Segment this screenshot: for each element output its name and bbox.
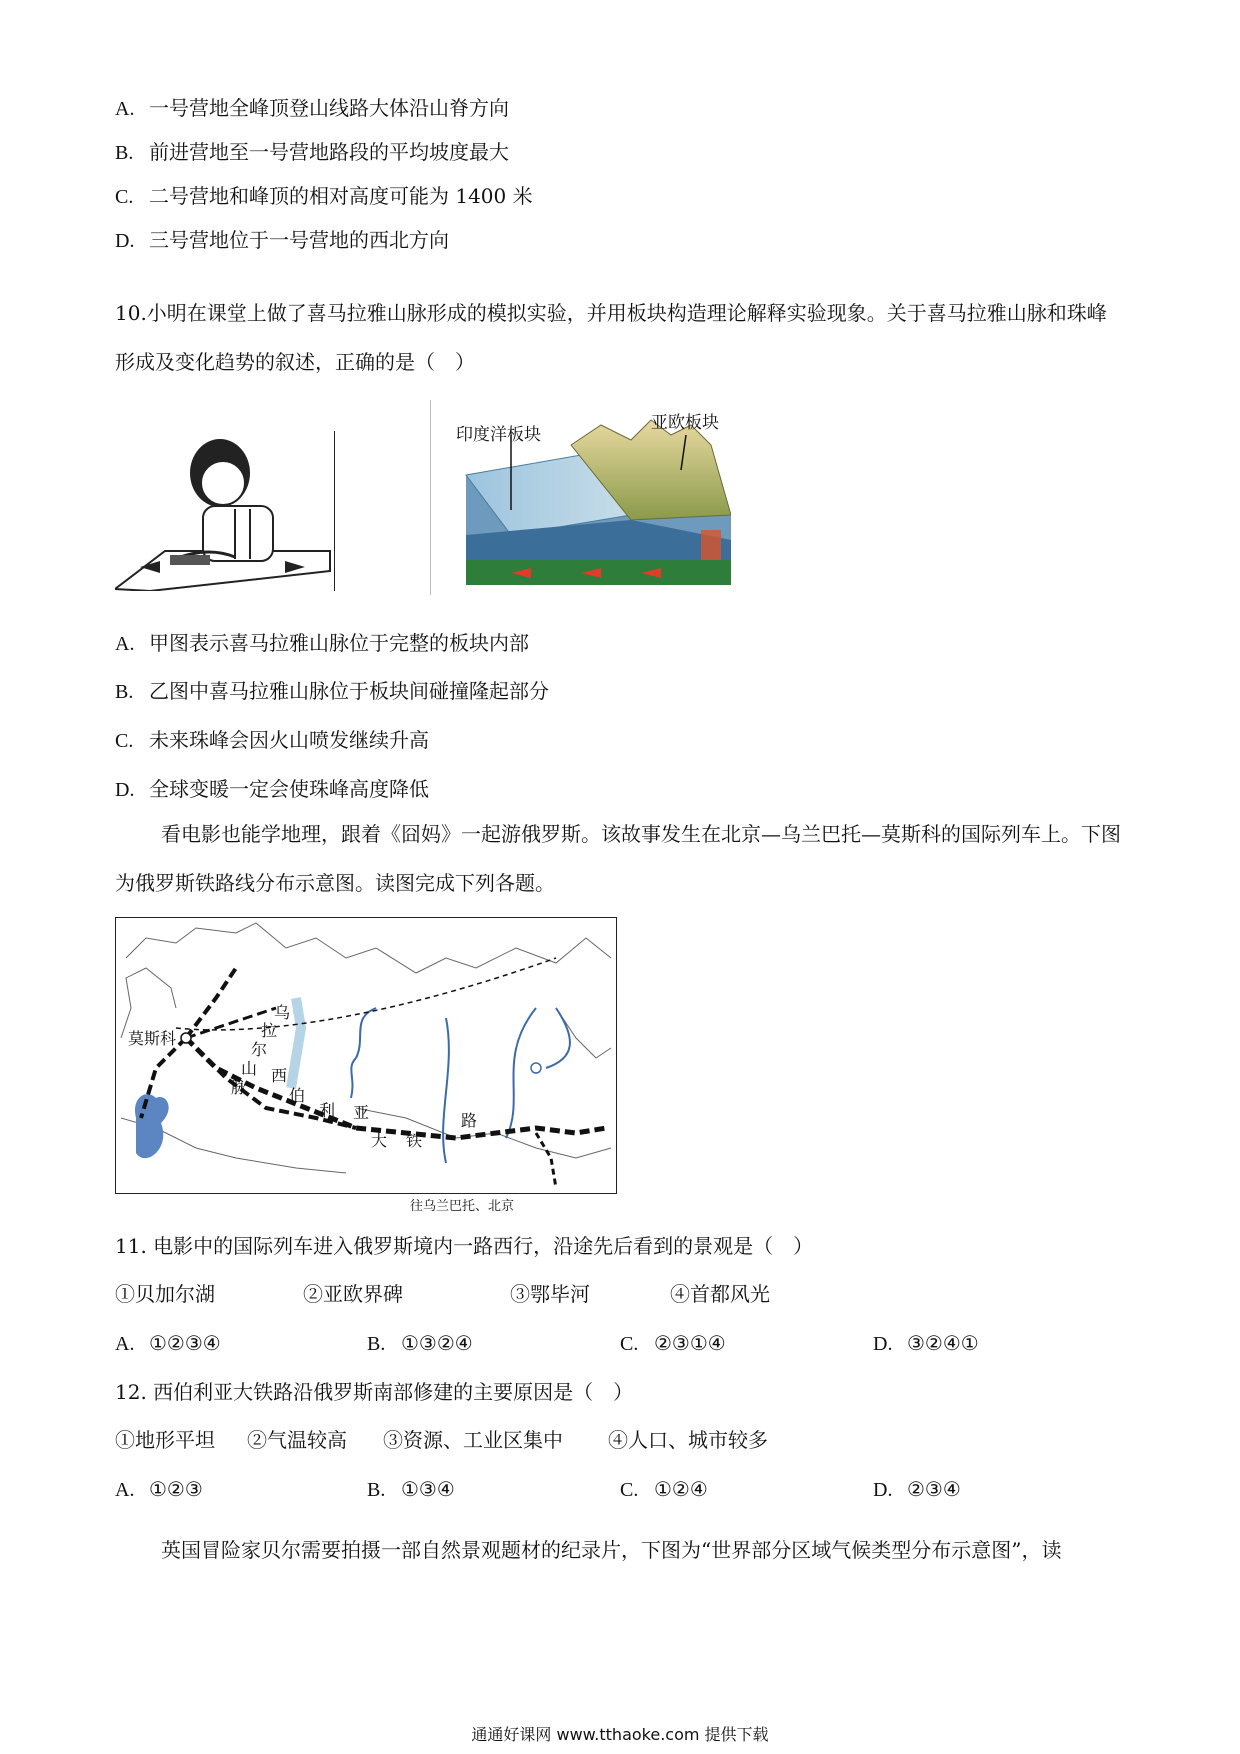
q12-stem: 12. 西伯利亚大铁路沿俄罗斯南部修建的主要原因是（ ） (115, 1380, 634, 1404)
climate-passage: 英国冒险家贝尔需要拍摄一部自然景观题材的纪录片，下图为“世界部分区域气候类型分布示意图”，读 (161, 1538, 1062, 1562)
page-footer: 通通好课网 www.tthaoke.com 提供下载 (471, 1725, 769, 1744)
ural-char-3: 尔 (251, 1040, 268, 1059)
eurasian-plate-label: 亚欧板块 (651, 413, 719, 433)
q12-option-c: C. ①②④ (620, 1477, 708, 1501)
siberia-char-1: 西 (271, 1066, 288, 1085)
q9-option-c: C. 二号营地和峰顶的相对高度可能为 1400 米 (115, 184, 533, 208)
railway-char-2: 铁 (406, 1131, 423, 1150)
q12-item-1: ①地形平坦 (115, 1428, 215, 1452)
q12-option-b: B. ①③④ (367, 1477, 455, 1501)
caspian-sea (135, 1094, 169, 1158)
railway-char-1: 大 (371, 1131, 388, 1150)
ural-char-4: 山 (241, 1059, 258, 1078)
ural-char-2: 拉 (261, 1021, 278, 1040)
q12-option-d: D. ②③④ (873, 1477, 961, 1501)
q10-option-b: B. 乙图中喜马拉雅山脉位于板块间碰撞隆起部分 (115, 679, 549, 703)
siberia-char-2: 伯 (289, 1086, 306, 1105)
q9-option-a: A. 一号营地全峰顶登山线路大体沿山脊方向 (115, 96, 509, 120)
q11-item-3: ③鄂毕河 (510, 1282, 590, 1306)
moscow-label: 莫斯科 (128, 1029, 177, 1048)
q9-option-b: B. 前进营地至一号营地路段的平均坡度最大 (115, 140, 509, 164)
russia-passage: 看电影也能学地理，跟着《囧妈》一起游俄罗斯。该故事发生在北京—乌兰巴托—莫斯科的国际列车上。下图为俄罗斯铁路线分布示意图。读图完成下列各题。 (115, 822, 1121, 895)
q10-stem: 10.小明在课堂上做了喜马拉雅山脉形成的模拟实验，并用板块构造理论解释实验现象。关于喜马拉雅山脉和珠峰形成及变化趋势的叙述，正确的是（ ） (115, 301, 1107, 374)
plate-collision-figure (430, 400, 731, 595)
q12-item-2: ②气温较高 (247, 1428, 347, 1452)
q11-item-1: ①贝加尔湖 (115, 1282, 215, 1306)
q11-item-2: ②亚欧界碑 (303, 1282, 403, 1306)
q12-option-a: A. ①②③ (115, 1477, 203, 1501)
map-caption: 往乌兰巴托、北京 (410, 1199, 515, 1214)
experiment-figure (115, 431, 335, 591)
railway-char-3: 路 (461, 1111, 478, 1130)
q11-option-d: D. ③②④① (873, 1331, 979, 1355)
q11-item-4: ④首都风光 (670, 1282, 770, 1306)
q11-option-a: A. ①②③④ (115, 1331, 221, 1355)
siberia-char-3: 利 (319, 1101, 336, 1120)
q11-option-c: C. ②③①④ (620, 1331, 726, 1355)
ural-char-1: 乌 (274, 1003, 291, 1022)
q12-item-4: ④人口、城市较多 (608, 1428, 768, 1452)
moscow-marker (181, 1033, 191, 1043)
q10-option-a: A. 甲图表示喜马拉雅山脉位于完整的板块内部 (115, 631, 529, 655)
q10-option-c: C. 未来珠峰会因火山喷发继续升高 (115, 728, 429, 752)
q11-stem: 11. 电影中的国际列车进入俄罗斯境内一路西行，沿途先后看到的景观是（ ） (115, 1234, 814, 1258)
q10-option-d: D. 全球变暖一定会使珠峰高度降低 (115, 777, 429, 801)
indian-plate-label: 印度洋板块 (456, 425, 541, 445)
russia-railway-map (115, 917, 617, 1194)
siberia-char-4: 亚 (353, 1103, 370, 1122)
q11-option-b: B. ①③②④ (367, 1331, 473, 1355)
boy-experiment-illustration (115, 431, 335, 591)
q12-item-3: ③资源、工业区集中 (383, 1428, 563, 1452)
q9-option-d: D. 三号营地位于一号营地的西北方向 (115, 228, 449, 252)
ural-char-5: 脉 (231, 1078, 248, 1097)
